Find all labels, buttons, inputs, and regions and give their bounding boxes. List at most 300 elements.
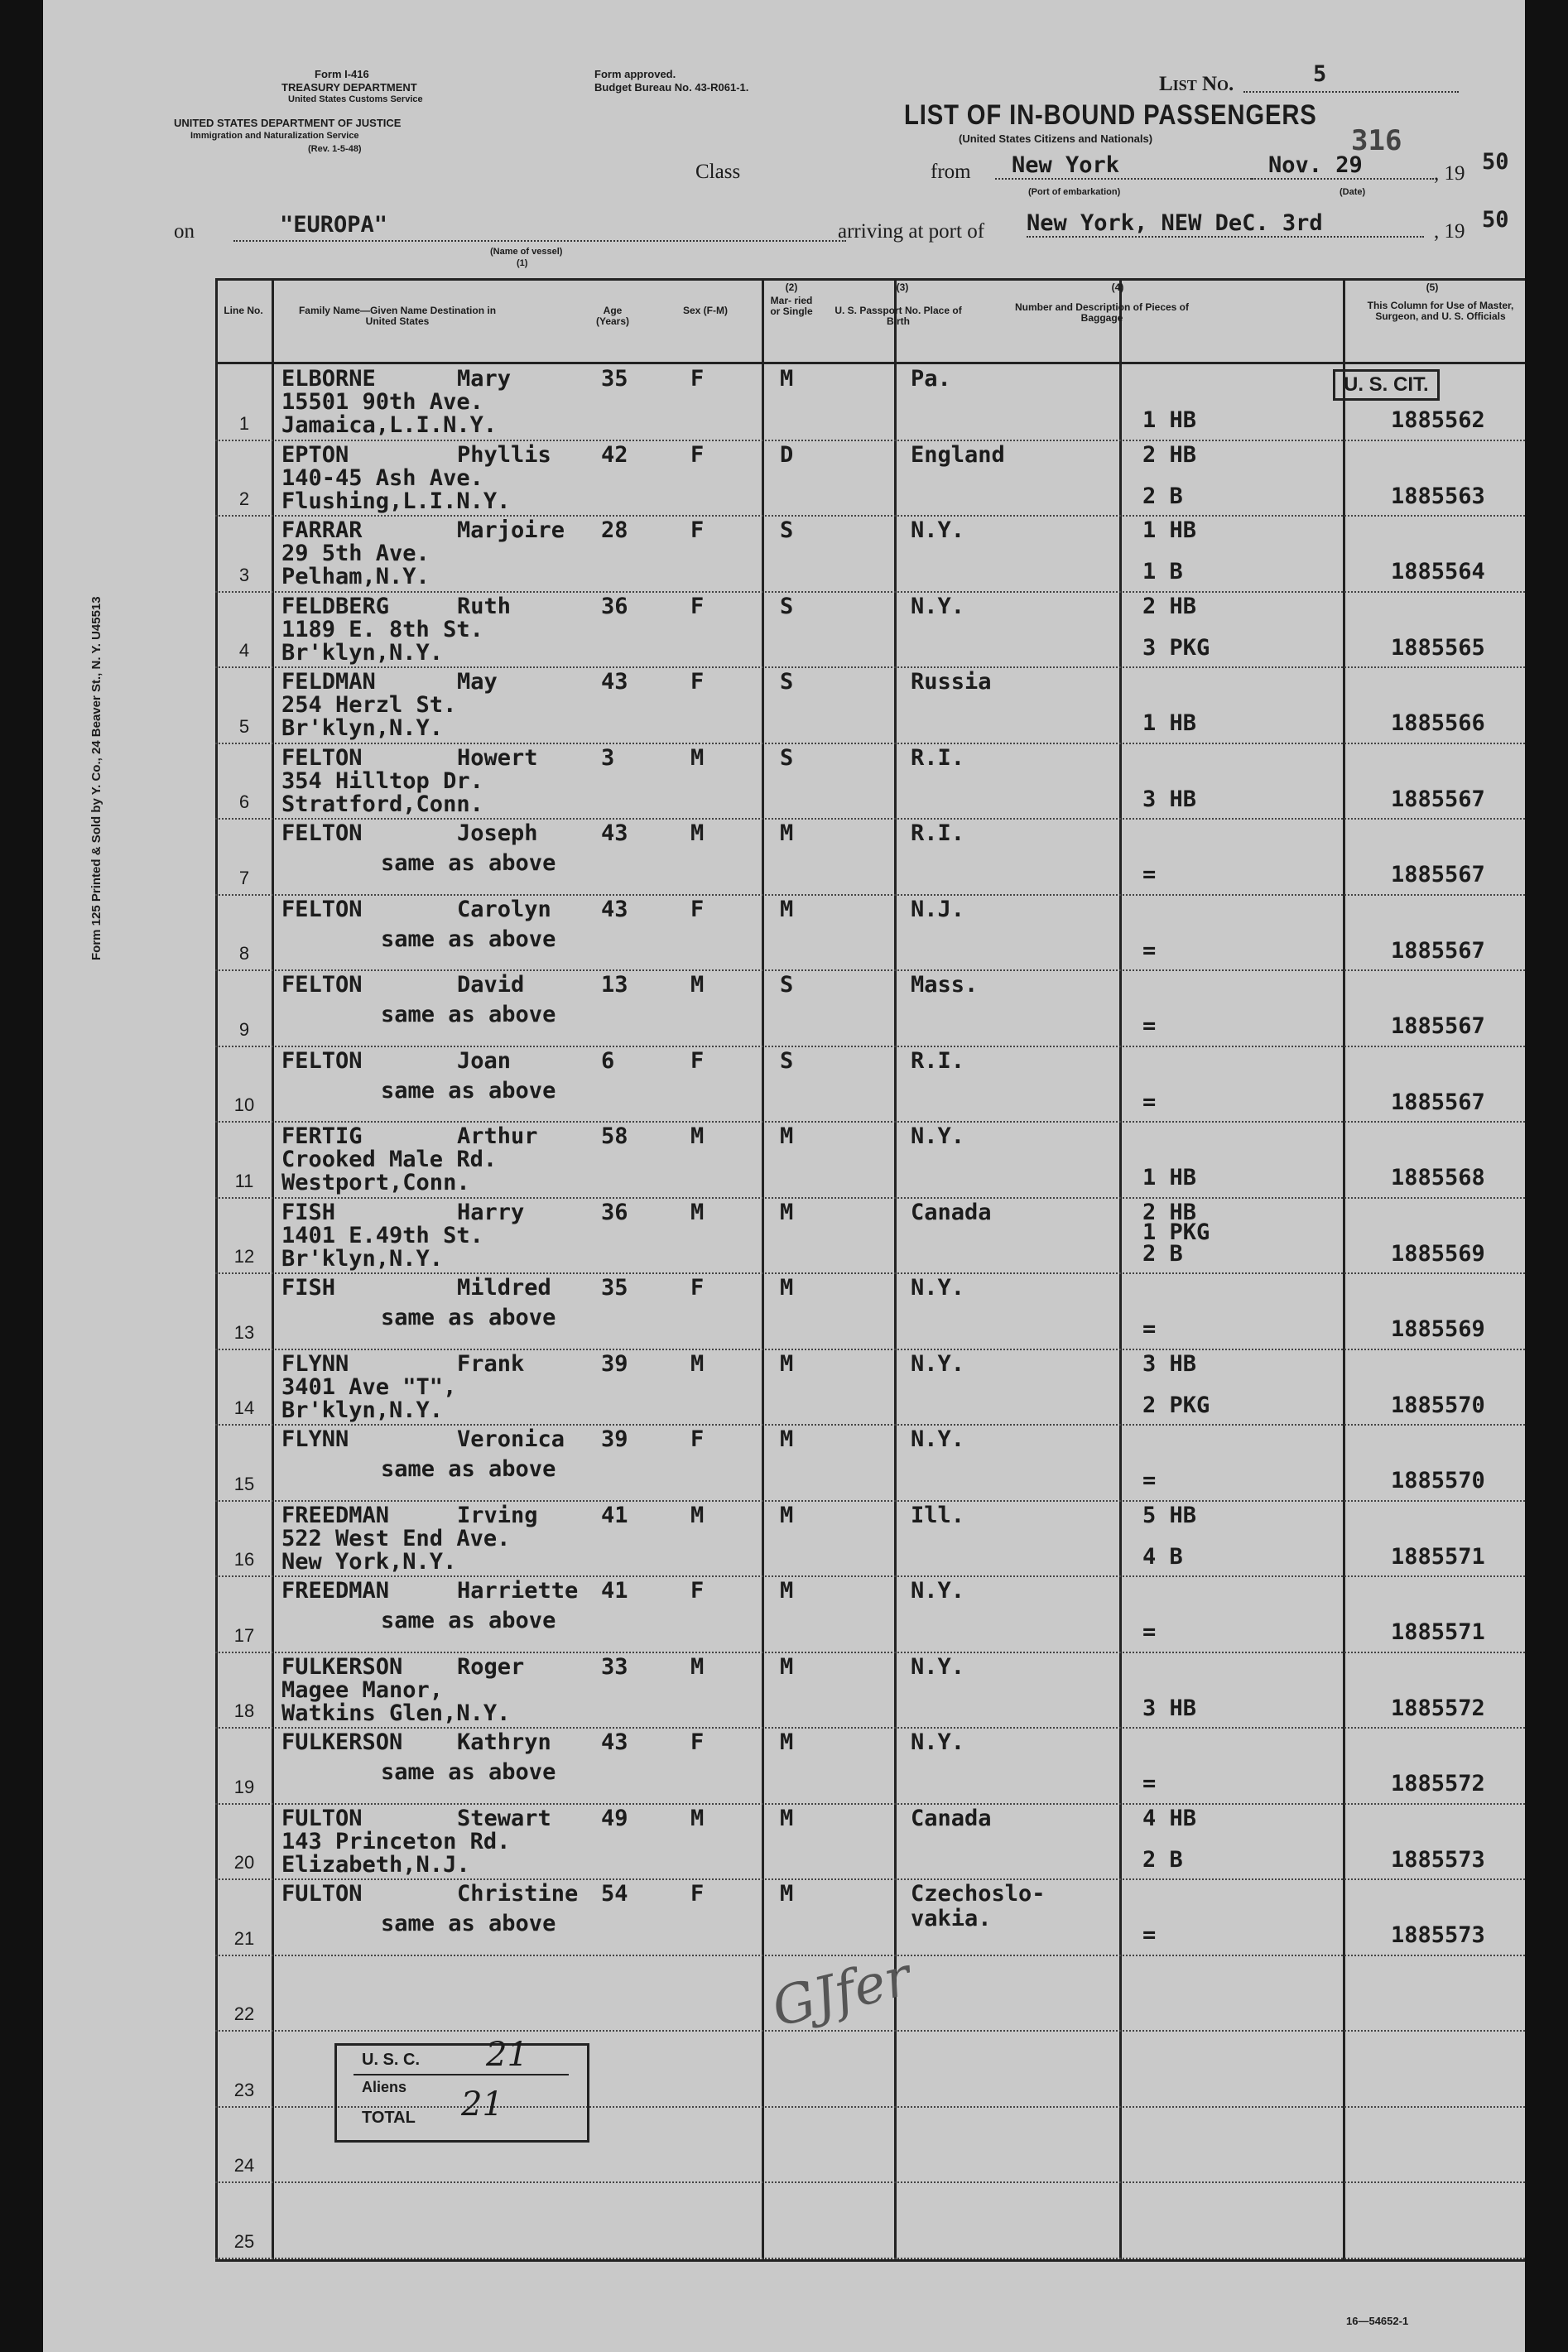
marital-status: S [780,744,794,771]
sex: F [690,1275,705,1301]
age: 43 [601,1729,628,1755]
destination-line-1: 254 Herzl St. [281,692,457,718]
destination-line-2: same as above [381,1456,556,1482]
place-of-birth: R.I. [911,820,965,846]
baggage-line-2: 3 HB [1142,786,1197,812]
official-number: 1885568 [1391,1165,1485,1190]
marital-status: M [780,1653,794,1680]
official-number: 1885569 [1391,1316,1485,1342]
family-name: FULTON [281,1881,363,1907]
family-name: FLYNN [281,1350,349,1377]
baggage-line-2: 1 B [1142,559,1183,584]
usc-label: U. S. C. [362,2051,421,2069]
place-of-birth: N.Y. [911,1578,965,1604]
line-number: 19 [233,1776,255,1797]
marital-status: M [780,1275,794,1301]
destination-line-2: same as above [381,850,556,876]
header-passport: U. S. Passport No. Place of Birth [835,305,962,327]
given-name: Joseph [457,820,538,846]
vessel-field [233,240,846,242]
destination-line-2: Westport,Conn. [281,1170,470,1195]
age: 43 [601,896,628,922]
table-row [215,1577,1525,1653]
marital-status: M [780,366,794,392]
age: 3 [601,744,615,771]
table-row [215,1199,1525,1275]
age: 43 [601,820,628,846]
sex: F [690,1426,705,1452]
baggage-line-2: 1 HB [1142,710,1197,736]
embarkation-caption: (Port of embarkation) [1028,187,1121,197]
place-of-birth: Russia [911,669,992,695]
list-no-field [1243,91,1459,93]
baggage-line-2: = [1142,862,1157,887]
given-name: May [457,669,498,695]
line-number: 23 [233,2079,255,2100]
age: 13 [601,972,628,998]
baggage-line-2: = [1142,1013,1157,1039]
sex: M [690,1502,705,1528]
baggage-line-2: 2 B [1142,1240,1183,1267]
header-age: Age (Years) [595,305,630,327]
header-sex: Sex (F-M) [683,305,728,316]
line-number: 22 [233,2003,255,2024]
department-of-justice: UNITED STATES DEPARTMENT OF JUSTICE [174,117,402,129]
date-caption: (Date) [1340,187,1366,197]
form-number: Form I-416 [315,68,369,80]
line-number: 4 [238,640,250,661]
budget-bureau-number: Budget Bureau No. 43-R061-1. [594,81,749,94]
age: 28 [601,517,628,543]
age: 43 [601,669,628,695]
customs-service: United States Customs Service [288,94,423,104]
place-of-birth: N.Y. [911,1729,965,1755]
age: 39 [601,1426,628,1452]
list-no-label: List No. [1159,73,1234,95]
age: 39 [601,1350,628,1377]
table-row [215,1502,1525,1578]
total-label: TOTAL [362,2109,416,2127]
revision-date: (Rev. 1-5-48) [308,144,362,154]
age: 6 [601,1047,615,1074]
header-name: Family Name—Given Name Destination in United States [298,305,497,327]
marital-status: M [780,1426,794,1452]
usc-value: 21 [486,2036,528,2074]
baggage-line-1: 4 HB [1142,1805,1197,1831]
table-row [215,1805,1525,1881]
vessel-column-number: (1) [517,258,528,268]
destination-line-2: New York,N.Y. [281,1548,457,1575]
age: 36 [601,1199,628,1225]
place-of-birth: Mass. [911,972,979,998]
official-number: 1885567 [1391,786,1485,812]
marital-status: S [780,593,794,619]
family-name: FULTON [281,1805,363,1831]
marital-status: S [780,1047,794,1074]
destination-line-2: Br'klyn,N.Y. [281,715,444,741]
passenger-list-form [43,0,1525,2352]
table-row [215,1274,1525,1350]
place-of-birth: Czechoslo- [911,1881,1046,1907]
family-name: EPTON [281,441,349,468]
destination-line-1: Crooked Male Rd. [281,1147,498,1172]
line-number: 17 [233,1624,255,1646]
sex: M [690,1123,705,1149]
arrival-port-field: New York, NEW DeC. 3rd [1027,210,1424,238]
official-number: 1885567 [1391,1089,1485,1115]
official-number: 1885567 [1391,937,1485,964]
sex: F [690,1047,705,1074]
place-of-birth: N.Y. [911,1426,965,1452]
form-title: LIST OF IN-BOUND PASSENGERS [904,99,1317,131]
given-name: Mildred [457,1275,551,1301]
header-officials: This Column for Use of Master, Surgeon, and U. S. Officials [1367,300,1514,322]
place-of-birth: N.Y. [911,1653,965,1680]
given-name: Ruth [457,593,512,619]
age: 49 [601,1805,628,1831]
baggage-line-3: 1 PKG [1142,1219,1210,1245]
baggage-line-1: 2 HB [1142,593,1197,619]
table-row [215,1426,1525,1502]
destination-line-2: Watkins Glen,N.Y. [281,1700,511,1726]
table-row [215,668,1525,744]
age: 35 [601,1275,628,1301]
official-number: 1885566 [1391,710,1485,736]
official-number: 1885564 [1391,559,1485,584]
destination-line-1: 3401 Ave "T", [281,1373,457,1400]
age: 41 [601,1502,628,1528]
line-number: 25 [233,2230,255,2252]
destination-line-2: same as above [381,1911,556,1936]
sex: F [690,1881,705,1907]
table-row [215,820,1525,896]
from-label: from [931,161,971,183]
table-row [215,1729,1525,1805]
header-col2: (2) [785,281,798,293]
marital-status: M [780,1881,794,1907]
given-name: Joan [457,1047,512,1074]
sex: F [690,896,705,922]
family-name: FELTON [281,1047,363,1074]
table-row [215,1047,1525,1123]
sex: M [690,1350,705,1377]
marital-status: M [780,1123,794,1149]
table-row [215,896,1525,972]
vessel-name: "EUROPA" [280,212,388,238]
destination-line-2: Jamaica,L.I.N.Y. [281,412,498,438]
table-row [215,1880,1525,1956]
sex: F [690,593,705,619]
baggage-line-2: 2 B [1142,1846,1183,1873]
destination-line-2: Br'klyn,N.Y. [281,1397,444,1423]
age: 41 [601,1578,628,1604]
list-no-value: 5 [1313,61,1327,87]
line-number: 1 [238,412,250,434]
line-number: 15 [233,1473,255,1494]
line-number: 20 [233,1852,255,1873]
sex: F [690,1578,705,1604]
header-line-no: Line No. [224,305,263,316]
destination-line-2: same as above [381,1077,556,1104]
given-name: David [457,972,525,998]
year-prefix-from: , 19 [1434,162,1465,185]
class-label: Class [695,161,741,183]
destination-line-1: 1401 E.49th St. [281,1222,483,1248]
sex: M [690,1199,705,1225]
family-name: FISH [281,1275,336,1301]
line-number: 14 [233,1397,255,1418]
marital-status: M [780,820,794,846]
table-row [215,1653,1525,1729]
sex: M [690,820,705,846]
official-number: 1885572 [1391,1695,1485,1721]
place-of-birth: N.Y. [911,1123,965,1149]
destination-line-1: 522 West End Ave. [281,1525,511,1551]
destination-line-2: Br'klyn,N.Y. [281,1245,444,1272]
date-field: Nov. 29 [1252,152,1434,180]
baggage-line-2: 3 PKG [1142,634,1210,661]
line-number: 3 [238,564,250,585]
line-number: 5 [238,715,250,737]
official-number: 1885563 [1391,483,1485,509]
official-number: 1885571 [1391,1543,1485,1570]
marital-status: M [780,1502,794,1528]
official-number: 1885570 [1391,1468,1485,1493]
destination-line-1: 15501 90th Ave. [281,389,483,415]
family-name: ELBORNE [281,366,376,392]
printer-imprint: Form 125 Printed & Sold by Y. Co., 24 Beaver St., N. Y. U45513 [89,596,103,960]
family-name: FELDMAN [281,669,376,695]
line-number: 24 [233,2155,255,2176]
marital-status: S [780,669,794,695]
us-citizen-stamp: U. S. CIT. [1333,369,1440,401]
sex: M [690,972,705,998]
line-number: 2 [238,488,250,509]
destination-line-1: 140-45 Ash Ave. [281,464,483,491]
header-col5: (5) [1426,281,1439,293]
line-number: 9 [238,1018,250,1040]
destination-line-2: same as above [381,1608,556,1633]
totals-stamp [334,2036,589,2143]
from-field: New York [995,152,1252,180]
line-number: 21 [233,1927,255,1949]
family-name: FELTON [281,896,363,922]
place-of-birth: N.J. [911,896,965,922]
marital-status: D [780,441,794,468]
age: 58 [601,1123,628,1149]
place-of-birth-2: vakia. [911,1906,992,1931]
given-name: Irving [457,1502,538,1528]
family-name: FLYNN [281,1426,349,1452]
destination-line-2: Br'klyn,N.Y. [281,639,444,666]
immigration-service: Immigration and Naturalization Service [190,131,359,141]
baggage-line-2: 2 B [1142,483,1183,509]
sex: M [690,1805,705,1831]
place-of-birth: Pa. [911,366,951,392]
sex: F [690,1729,705,1755]
age: 33 [601,1653,628,1680]
given-name: Phyllis [457,441,551,468]
given-name: Mary [457,366,512,392]
destination-line-2: Stratford,Conn. [281,791,483,817]
vessel-caption: (Name of vessel) [490,247,563,257]
line-number: 11 [234,1170,254,1191]
baggage-line-2: = [1142,1922,1157,1948]
destination-line-1: 354 Hilltop Dr. [281,767,483,794]
given-name: Roger [457,1653,525,1680]
official-number: 1885569 [1391,1240,1485,1267]
place-of-birth: N.Y. [911,1275,965,1301]
sex: F [690,669,705,695]
line-number: 18 [233,1700,255,1721]
destination-line-2: same as above [381,1305,556,1330]
treasury-department: TREASURY DEPARTMENT [281,81,417,94]
family-name: FULKERSON [281,1653,403,1680]
place-of-birth: R.I. [911,744,965,771]
baggage-line-1: 1 HB [1142,517,1197,543]
line-number: 10 [233,1094,255,1115]
official-number: 1885571 [1391,1619,1485,1645]
official-number: 1885570 [1391,1392,1485,1418]
marital-status: S [780,517,794,543]
baggage-line-1: 2 HB [1142,1199,1197,1225]
given-name: Stewart [457,1805,551,1831]
signature: GJfer [766,1946,917,2040]
baggage-line-2: 2 PKG [1142,1392,1210,1418]
place-of-birth: Ill. [911,1502,965,1528]
table-row [215,365,1525,441]
place-of-birth: Canada [911,1199,992,1225]
destination-line-2: same as above [381,926,556,952]
given-name: Howert [457,744,538,771]
family-name: FREEDMAN [281,1578,390,1604]
table-row [215,593,1525,669]
table-row [215,1123,1525,1199]
marital-status: M [780,896,794,922]
official-number: 1885573 [1391,1846,1485,1873]
age: 42 [601,441,628,468]
given-name: Marjoire [457,517,565,543]
destination-line-2: same as above [381,1002,556,1027]
baggage-line-1: 5 HB [1142,1502,1197,1528]
sex: M [690,1653,705,1680]
baggage-line-2: 1 HB [1142,1165,1197,1190]
family-name: FERTIG [281,1123,363,1149]
place-of-birth: N.Y. [911,1350,965,1377]
table-row [215,744,1525,820]
given-name: Veronica [457,1426,565,1452]
line-number: 16 [233,1549,255,1570]
header-col3: (3) [896,281,909,293]
table-row [215,441,1525,517]
place-of-birth: R.I. [911,1047,965,1074]
family-name: FELDBERG [281,593,390,619]
form-approved: Form approved. [594,68,676,80]
destination-line-2: Pelham,N.Y. [281,564,430,589]
table-row [215,971,1525,1047]
given-name: Carolyn [457,896,551,922]
place-of-birth: N.Y. [911,593,965,619]
aliens-label: Aliens [362,2079,407,2095]
table-row [215,1350,1525,1426]
family-name: FELTON [281,972,363,998]
baggage-line-2: 1 HB [1142,407,1197,433]
family-name: FELTON [281,744,363,771]
official-number: 1885562 [1391,407,1485,433]
destination-line-1: Magee Manor, [281,1676,444,1703]
header-married: Mar- ried or Single [770,295,813,317]
line-number: 6 [238,791,250,812]
line-number: 13 [233,1321,255,1343]
baggage-line-2: = [1142,937,1157,964]
sex: F [690,366,705,392]
page-number: 316 [1351,124,1402,157]
sex: F [690,517,705,543]
family-name: FELTON [281,820,363,846]
official-number: 1885567 [1391,1013,1485,1039]
given-name: Harry [457,1199,525,1225]
on-label: on [174,220,195,243]
arriving-label: arriving at port of [838,220,985,243]
marital-status: M [780,1729,794,1755]
destination-line-2: Flushing,L.I.N.Y. [281,488,511,514]
baggage-line-2: 4 B [1142,1543,1183,1570]
family-name: FISH [281,1199,336,1225]
destination-line-1: 1189 E. 8th St. [281,616,483,642]
baggage-line-2: = [1142,1089,1157,1115]
age: 35 [601,366,628,392]
given-name: Kathryn [457,1729,551,1755]
sex: M [690,744,705,771]
year-from: 50 [1482,149,1509,175]
header-col4: (4) [1111,281,1124,293]
year-arrive: 50 [1482,207,1509,233]
place-of-birth: England [911,441,1005,468]
official-number: 1885572 [1391,1771,1485,1796]
family-name: FARRAR [281,517,363,543]
destination-line-1: 143 Princeton Rd. [281,1828,511,1854]
given-name: Christine [457,1881,579,1907]
destination-line-1: 29 5th Ave. [281,541,430,566]
official-number: 1885573 [1391,1922,1485,1948]
marital-status: M [780,1578,794,1604]
baggage-line-2: = [1142,1468,1157,1493]
baggage-line-1: 2 HB [1142,441,1197,468]
family-name: FULKERSON [281,1729,403,1755]
destination-line-2: Elizabeth,N.J. [281,1851,470,1878]
year-prefix-arrive: , 19 [1434,220,1465,243]
marital-status: S [780,972,794,998]
given-name: Arthur [457,1123,538,1149]
table-row [215,2183,1525,2259]
total-value: 21 [461,2085,503,2124]
marital-status: M [780,1350,794,1377]
baggage-line-2: = [1142,1619,1157,1645]
place-of-birth: N.Y. [911,517,965,543]
baggage-line-2: 3 HB [1142,1695,1197,1721]
marital-status: M [780,1805,794,1831]
header-baggage: Number and Description of Pieces of Baggage [1014,301,1190,324]
baggage-line-1: 3 HB [1142,1350,1197,1377]
age: 36 [601,593,628,619]
given-name: Harriette [457,1578,579,1604]
marital-status: M [780,1199,794,1225]
family-name: FREEDMAN [281,1502,390,1528]
line-number: 8 [238,943,250,964]
sex: F [690,441,705,468]
age: 54 [601,1881,628,1907]
baggage-line-2: = [1142,1771,1157,1796]
